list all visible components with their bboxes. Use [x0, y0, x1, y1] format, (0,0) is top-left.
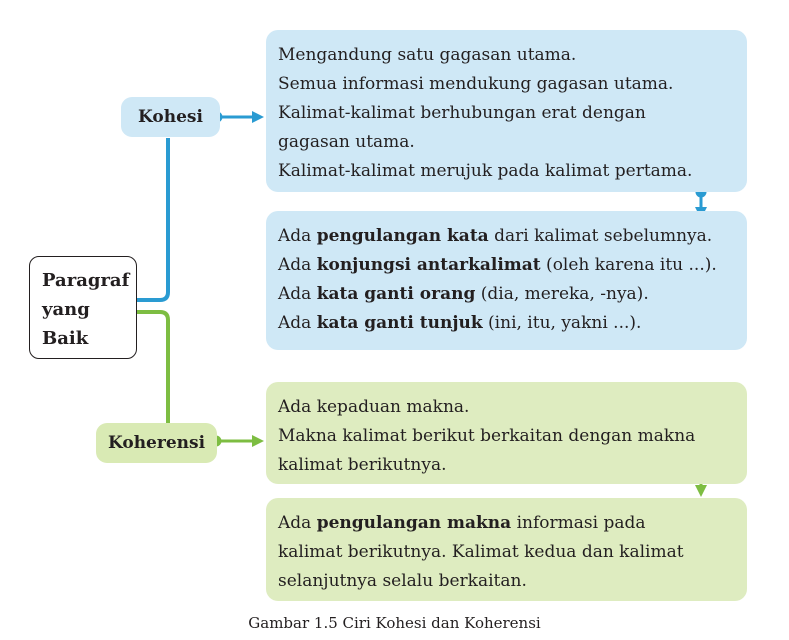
- text-line: selanjutnya selalu berkaitan.: [278, 571, 527, 591]
- text-line: Mengandung satu gagasan utama.: [278, 45, 577, 65]
- koherensi-branch-line: [137, 312, 168, 424]
- kohesi-branch-line: [137, 138, 168, 300]
- text-line: gagasan utama.: [278, 132, 415, 152]
- koherensi-label: Koherensi: [96, 423, 217, 463]
- text-line: Kalimat-kalimat berhubungan erat dengan: [278, 103, 646, 123]
- kohesi-label: Kohesi: [121, 97, 220, 137]
- root-line: Baik: [42, 328, 89, 349]
- koherensi-definition-box: [266, 382, 747, 484]
- text-line: kalimat berikutnya.: [278, 455, 447, 475]
- text-line: Semua informasi mendukung gagasan utama.: [278, 74, 674, 94]
- kohesi-markers-box: [266, 211, 747, 350]
- text-line: kalimat berikutnya. Kalimat kedua dan kalimat: [278, 542, 684, 562]
- root-line: yang: [42, 299, 90, 320]
- koherensi-markers-box: [266, 498, 747, 601]
- text-line: Ada konjungsi antarkalimat (oleh karena itu ...).: [278, 255, 717, 275]
- paragraf-yang-baik-box: [29, 256, 137, 359]
- text-line: Ada kepaduan makna.: [278, 397, 470, 417]
- text-line: Ada pengulangan kata dari kalimat sebelumnya.: [278, 226, 713, 246]
- kohesi-definition-box: [266, 30, 747, 192]
- text-line: Ada kata ganti orang (dia, mereka, -nya).: [278, 284, 649, 304]
- figure-caption: Gambar 1.5 Ciri Kohesi dan Koherensi: [248, 614, 541, 632]
- text-line: Ada kata ganti tunjuk (ini, itu, yakni ...).: [278, 313, 642, 333]
- text-line: Makna kalimat berikut berkaitan dengan makna: [278, 426, 696, 446]
- text-line: Kalimat-kalimat merujuk pada kalimat pertama.: [278, 161, 693, 181]
- text-line: Ada pengulangan makna informasi pada: [278, 513, 646, 533]
- root-line: Paragraf: [42, 270, 130, 291]
- koherensi-arrow: [211, 435, 265, 447]
